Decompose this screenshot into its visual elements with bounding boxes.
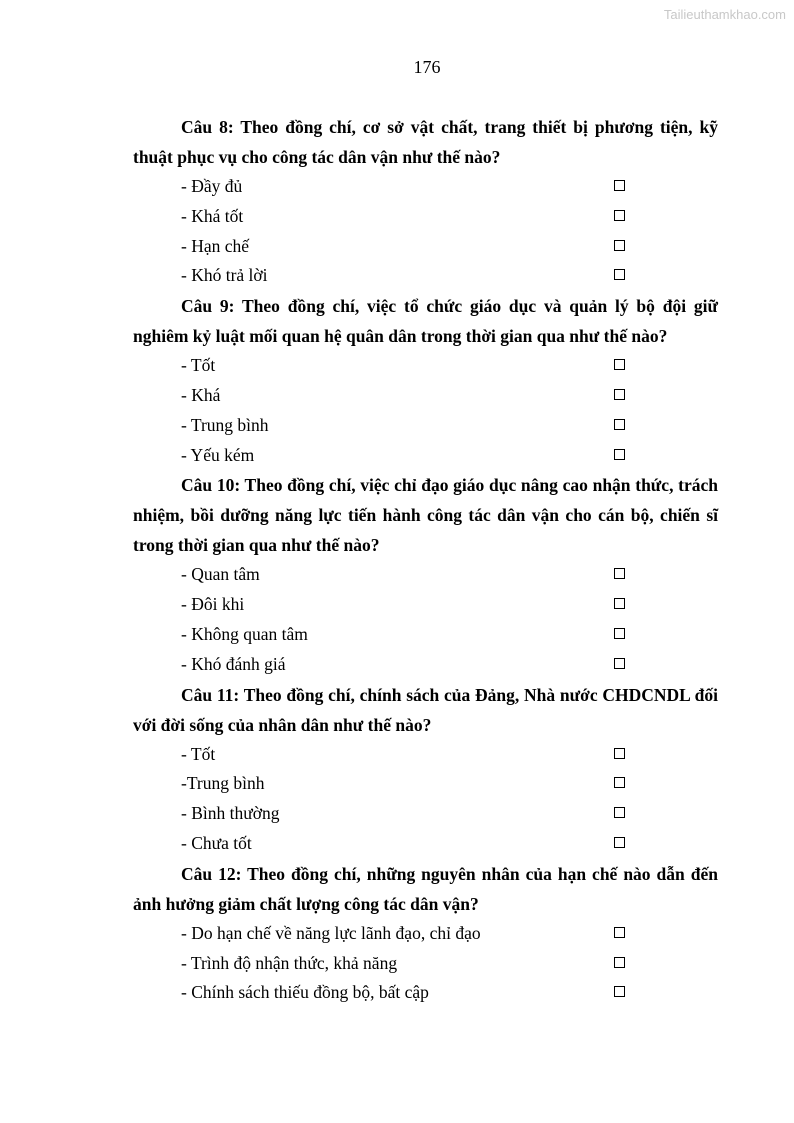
- checkbox[interactable]: [614, 777, 625, 788]
- question-text: Câu 12: Theo đồng chí, những nguyên nhân của hạn chế nào dẫn đến ảnh hưởng giảm chất lượng công tác dân vận?: [133, 863, 718, 914]
- question-text: Câu 8: Theo đồng chí, cơ sở vật chất, trang thiết bị phương tiện, kỹ thuật phục vụ cho công tác dân vận như thế nào?: [133, 117, 718, 167]
- question-text: Câu 9: Theo đồng chí, việc tổ chức giáo dục và quản lý bộ đội giữ nghiêm kỷ luật mối quan hệ quân dân trong thời gian qua như thế nào?: [133, 296, 718, 347]
- option-label: - Không quan tâm: [181, 623, 308, 644]
- checkbox[interactable]: [614, 210, 625, 221]
- option-row: [133, 829, 718, 859]
- option-label: - Khó đánh giá: [181, 653, 286, 674]
- checkbox[interactable]: [614, 449, 625, 460]
- option-row: [133, 799, 718, 829]
- question-block-12: [133, 859, 718, 1008]
- option-label: - Khá: [181, 384, 221, 405]
- checkbox[interactable]: [614, 389, 625, 400]
- option-label: - Yếu kém: [181, 444, 255, 465]
- checkbox[interactable]: [614, 180, 625, 191]
- option-row: [133, 590, 718, 620]
- checkbox[interactable]: [614, 658, 625, 669]
- option-row: [133, 441, 718, 471]
- question-text: Câu 10: Theo đồng chí, việc chỉ đạo giáo dục nâng cao nhận thức, trách nhiệm, bồi dưỡng năng lực tiến hành công tác dân vận cho cán bộ, chiến sĩ trong thời gian qua như thế nào?: [133, 475, 718, 556]
- checkbox[interactable]: [614, 837, 625, 848]
- question-block-8: [133, 112, 718, 291]
- option-row: [133, 261, 718, 291]
- option-label: - Hạn chế: [181, 235, 250, 256]
- option-label: - Đầy đủ: [181, 176, 243, 196]
- question-text: Câu 11: Theo đồng chí, chính sách của Đảng, Nhà nước CHDCNDL đối với đời sống của nhân dân như thế nào?: [133, 684, 718, 735]
- option-label: - Khá tốt: [181, 205, 244, 226]
- checkbox[interactable]: [614, 957, 625, 968]
- checkbox[interactable]: [614, 359, 625, 370]
- option-row: [133, 381, 718, 411]
- checkbox[interactable]: [614, 240, 625, 251]
- option-label: - Tốt: [181, 743, 216, 764]
- option-row: [133, 769, 718, 799]
- option-row: [133, 978, 718, 1008]
- checkbox[interactable]: [614, 628, 625, 639]
- option-label: - Quan tâm: [181, 564, 260, 585]
- option-row: [133, 919, 718, 949]
- option-label: - Trung bình: [181, 414, 269, 435]
- checkbox[interactable]: [614, 986, 625, 997]
- option-label: -Trung bình: [181, 773, 265, 794]
- option-label: - Đôi khi: [181, 594, 245, 615]
- watermark: Tailieuthamkhao.com: [663, 7, 786, 22]
- option-row: [133, 650, 718, 680]
- option-row: [133, 740, 718, 770]
- checkbox[interactable]: [614, 598, 625, 609]
- page-number: 176: [413, 57, 441, 77]
- option-row: [133, 411, 718, 441]
- checkbox[interactable]: [614, 419, 625, 430]
- option-row: [133, 172, 718, 202]
- option-row: [133, 949, 718, 979]
- option-row: [133, 351, 718, 381]
- option-label: - Tốt: [181, 355, 216, 376]
- option-label: - Bình thường: [181, 803, 280, 824]
- option-row: [133, 560, 718, 590]
- option-label: - Chưa tốt: [181, 832, 252, 853]
- checkbox[interactable]: [614, 568, 625, 579]
- question-block-10: [133, 470, 718, 679]
- option-label: - Chính sách thiếu đồng bộ, bất cập: [181, 982, 429, 1003]
- option-label: - Khó trả lời: [181, 265, 268, 286]
- option-row: [133, 620, 718, 650]
- question-block-11: [133, 680, 718, 859]
- questionnaire: [133, 112, 718, 1008]
- checkbox[interactable]: [614, 927, 625, 938]
- checkbox[interactable]: [614, 807, 625, 818]
- checkbox[interactable]: [614, 269, 625, 280]
- option-row: [133, 232, 718, 262]
- option-label: - Trình độ nhận thức, khả năng: [181, 952, 398, 973]
- question-block-9: [133, 291, 718, 470]
- option-label: - Do hạn chế về năng lực lãnh đạo, chỉ đạo: [181, 922, 481, 943]
- checkbox[interactable]: [614, 748, 625, 759]
- option-row: [133, 202, 718, 232]
